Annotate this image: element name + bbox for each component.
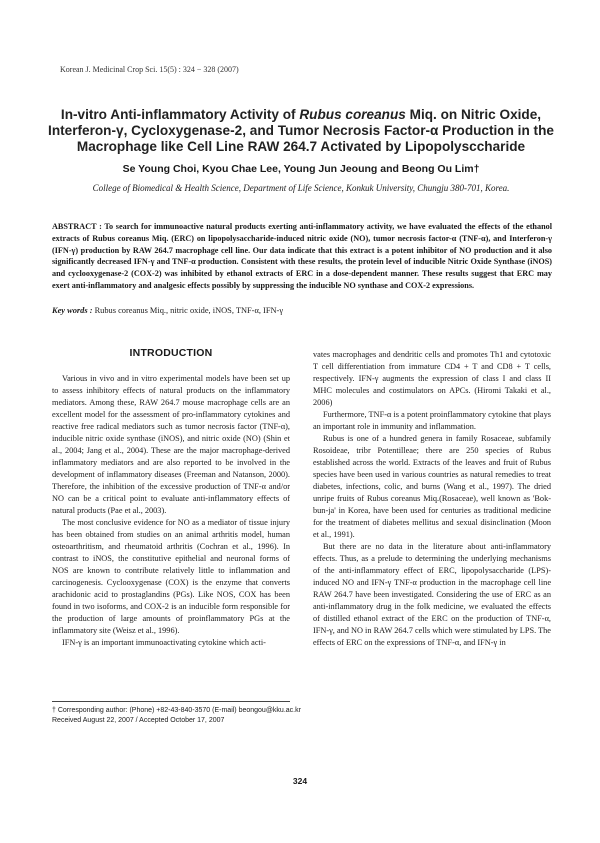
left-column <box>52 373 290 649</box>
page-number: 324 <box>292 776 308 786</box>
paragraph-continued: vates macrophages and dendritic cells and promotes Th1 and cytotoxic T cell differentiation from immature CD4 + T and CD8 + T cells, respectively. IFN-γ augments the expression of class I and class II MHC molecules and costimulators on APCs. (Hiromi Takaki et al., 2006) <box>313 350 551 408</box>
author-list: Se Young Choi, Kyou Chae Lee, Young Jun Jeoung and Beong Ou Lim† <box>122 163 480 175</box>
abstract: ABSTRACT : To search for immunoactive natural products exerting anti-inflammatory activity, we have evaluated the effects of the ethanol extracts of Rubus coreanus Miq. (ERC) on lipopolysaccharide-induced nitric oxide (NO), tumor necrosis factor-α (TNF-α), and Interferon-γ (IFN-γ) production by RAW 264.7 macrophage cell line. Our data indicate that this extract is a potent inhibitor of NO production and it also significantly decreased IFN-γ and TNF-α production. Consistent with these results, the protein level of inducible Nitric Oxide Synthase (iNOS) and cyclooxygenase-2 (COX-2) was inhibited by ethanol extracts of ERC in a dose-dependent manner. These results suggest that ERC may exert anti-inflammatory and analgesic effects possibly by suppressing the inducible NO synthase and COX-2 expressions. <box>52 222 552 290</box>
paragraph: IFN-γ is an important immunoactivating cytokine which acti- <box>62 638 266 648</box>
paragraph: But there are no data in the literature about anti-inflammatory effects. Thus, as a prelude to determining the underlying mechanisms of the anti-inflammatory effect of ERC, lipopolysaccharide (LPS)-induced NO and IFN-γ TNF-α production in the macrophage cell line RAW 264.7 have been investigated. Considering the use of ERC as an anti-inflammatory drug in the folk medicine, we evaluated the effects of distilled ethanol extract of the ERC on the production of TNF-α, IFN-γ, and NO in RAW 264.7 cells which were stimulated by LPS. The effects of ERC on the expressions of TNF-α, and IFN-γ in <box>313 542 551 648</box>
paragraph: Rubus is one of a hundred genera in family Rosaceae, subfamily Rosoideae, tribr Potentilleae; there are 250 species of Rubus established across the world. Extracts of the leaves and fruit of Rubus species have been used in various countries as natural remedies to treat diabetes, infections, colic, and burns (Wang et al., 1997). The dried unripe fruits of Rubus coreanus Miq.(Rosaceae), well known as 'Bok-bun-ja' in Korea, have been used for centuries as traditional medicine for the treatment of diabetes mellitus and sexual disinclination (Moon et al., 1991). <box>313 434 551 540</box>
keywords-label: Key words : <box>52 306 93 315</box>
title-part-2: Miq. on Nitric Oxide, Interferon-γ, Cycloxygenase-2, and Tumor Necrosis Factor-α Production in the Macrophage like Cell Line RAW 264.7 Activated by Lipopolysccharide <box>48 107 554 154</box>
footnote-rule <box>52 701 290 702</box>
paragraph: The most conclusive evidence for NO as a mediator of tissue injury has been obtained from studies on an animal arthritis model, human osteoarthritism, and rheumatoid arthritis (Cochran et al., 1996). In contrast to iNOS, the constitutive epithelial and neuronal forms of NOS are known to contribute relatively little to inflammation and carcinogenesis. Cyclooxygenase (COX) is the enzyme that converts arachidonic acid to prostaglandins (PGs). Like NOS, COX has been found in two isoforms, and COX-2 is an inducible form responsible for the production of large amounts of proinflammatory PGs at the inflammatory site (Weisz et al., 1996). <box>52 518 290 636</box>
title-part-1: In-vitro Anti-inflammatory Activity of <box>60 107 300 122</box>
paragraph: Furthermore, TNF-α is a potent proinflammatory cytokine that plays an important role in immunity and inflammation. <box>313 410 551 432</box>
keywords <box>52 305 552 316</box>
footnote <box>52 706 382 725</box>
received-date: Received August 22, 2007 / Accepted October 17, 2007 <box>52 716 225 724</box>
affiliation: College of Biomedical & Health Science, Department of Life Science, Konkuk University, Chungju 380-701, Korea. <box>92 183 510 193</box>
paragraph: Various in vivo and in vitro experimental models have been set up to assess inhibitory effects of natural products on the inflammatory mediators. Among these, RAW 264.7 mouse macrophage cells are an excellent model for the assessment of pro-inflammatory cytokines and reactive free radical mediators such as tumor necrosis factor (TNF-α), inducible nitric oxide synthase (iNOS), and nitric oxide (NO) (Shin et al., 2004; Jang et al., 2004). These are the major macrophage-derived inflammatory mediators and are also reported to be involved in the development of inflammatory diseases (Freeman and Natanson, 2000). Therefore, the inhibition of the excessive production of TNF-α and/or NO can be a critical point to evaluate anti-inflammatory effects of natural products (Pae et al., 2003). <box>52 374 290 516</box>
keywords-text: Rubus coreanus Miq., nitric oxide, iNOS, TNF-α, IFN-γ <box>94 306 284 315</box>
section-heading-introduction: INTRODUCTION <box>129 347 213 359</box>
right-column <box>313 349 551 649</box>
article-title <box>36 107 566 155</box>
corresponding-author: † Corresponding author: (Phone) +82-43-840-3570 (E-mail) beongou@kku.ac.kr <box>52 707 301 714</box>
title-species: Rubus coreanus <box>299 107 406 122</box>
journal-header: Korean J. Medicinal Crop Sci. 15(5) : 324 − 328 (2007) <box>60 65 239 74</box>
